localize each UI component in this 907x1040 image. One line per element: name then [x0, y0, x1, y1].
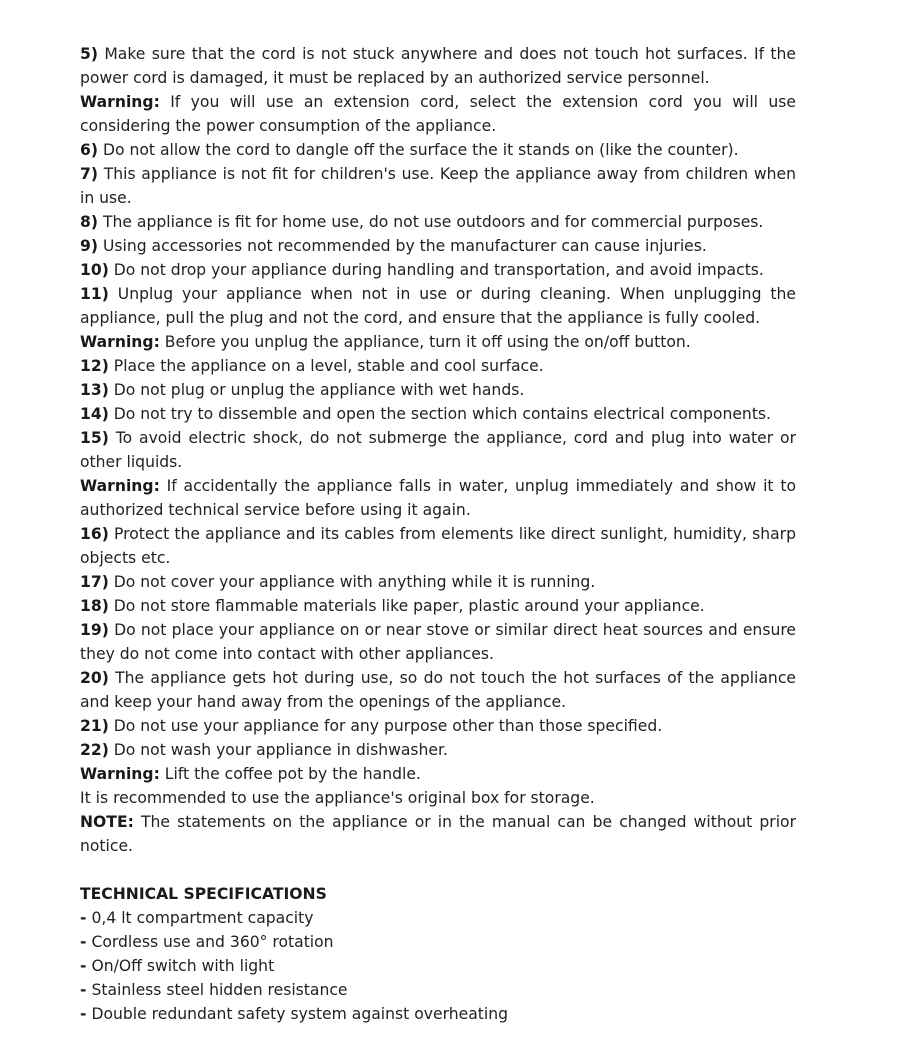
instruction-item	[80, 354, 796, 378]
specification-item	[80, 906, 796, 930]
specification-text: On/Off switch with light	[91, 957, 275, 975]
paragraph-text: Make sure that the cord is not stuck anywhere and does not touch hot surfaces. If the power cord is damaged, it must be replaced by an authorized service personnel.	[80, 45, 796, 87]
instruction-item	[80, 666, 796, 714]
paragraph-text: This appliance is not fit for children's use. Keep the appliance away from children when in use.	[80, 165, 796, 207]
instruction-item	[80, 42, 796, 90]
paragraph-text: Do not drop your appliance during handling and transportation, and avoid impacts.	[113, 261, 764, 279]
warning-paragraph	[80, 330, 796, 354]
warning-paragraph	[80, 762, 796, 786]
instruction-number: 7)	[80, 165, 98, 183]
instruction-item	[80, 738, 796, 762]
section-spacer	[80, 858, 796, 882]
paragraph-text: Place the appliance on a level, stable and cool surface.	[113, 357, 544, 375]
specification-text: 0,4 lt compartment capacity	[91, 909, 314, 927]
bullet-dash: -	[80, 957, 87, 975]
specification-text: Cordless use and 360° rotation	[91, 933, 334, 951]
safety-instructions	[80, 42, 796, 858]
paragraph-text: Do not plug or unplug the appliance with wet hands.	[113, 381, 525, 399]
instruction-item	[80, 138, 796, 162]
warning-label: Warning:	[80, 765, 160, 783]
paragraph-text: Before you unplug the appliance, turn it off using the on/off button.	[164, 333, 691, 351]
manual-page	[80, 42, 796, 1026]
instruction-number: 22)	[80, 741, 109, 759]
specifications-list	[80, 906, 796, 1026]
instruction-item	[80, 618, 796, 666]
paragraph-text: Do not try to dissemble and open the section which contains electrical components.	[113, 405, 772, 423]
paragraph-text: To avoid electric shock, do not submerge the appliance, cord and plug into water or other liquids.	[80, 429, 796, 471]
paragraph-text: Lift the coffee pot by the handle.	[164, 765, 421, 783]
plain-paragraph	[80, 786, 796, 810]
paragraph-text: If you will use an extension cord, select the extension cord you will use considering the power consumption of the appliance.	[80, 93, 796, 135]
instruction-item	[80, 402, 796, 426]
instruction-number: 6)	[80, 141, 98, 159]
paragraph-text: Protect the appliance and its cables from elements like direct sunlight, humidity, sharp objects etc.	[80, 525, 796, 567]
instruction-item	[80, 258, 796, 282]
warning-label: Warning:	[80, 477, 160, 495]
warning-paragraph	[80, 474, 796, 522]
paragraph-text: Do not place your appliance on or near stove or similar direct heat sources and ensure they do not come into contact with other appliances.	[80, 621, 796, 663]
instruction-item	[80, 378, 796, 402]
paragraph-text: Do not store flammable materials like paper, plastic around your appliance.	[113, 597, 705, 615]
instruction-number: 16)	[80, 525, 109, 543]
specification-item	[80, 978, 796, 1002]
specification-text: Double redundant safety system against overheating	[91, 1005, 508, 1023]
specification-text: Stainless steel hidden resistance	[91, 981, 348, 999]
note-label: NOTE:	[80, 813, 134, 831]
instruction-item	[80, 570, 796, 594]
instruction-item	[80, 162, 796, 210]
instruction-number: 18)	[80, 597, 109, 615]
instruction-item	[80, 234, 796, 258]
instruction-number: 11)	[80, 285, 109, 303]
instruction-number: 21)	[80, 717, 109, 735]
instruction-number: 8)	[80, 213, 98, 231]
instruction-number: 15)	[80, 429, 109, 447]
instruction-item	[80, 426, 796, 474]
specification-item	[80, 930, 796, 954]
warning-label: Warning:	[80, 333, 160, 351]
paragraph-text: If accidentally the appliance falls in water, unplug immediately and show it to authorized technical service before using it again.	[80, 477, 796, 519]
instruction-item	[80, 714, 796, 738]
instruction-number: 5)	[80, 45, 98, 63]
instruction-number: 10)	[80, 261, 109, 279]
instruction-item	[80, 594, 796, 618]
warning-paragraph	[80, 90, 796, 138]
instruction-number: 12)	[80, 357, 109, 375]
paragraph-text: Do not allow the cord to dangle off the surface the it stands on (like the counter).	[102, 141, 739, 159]
instruction-item	[80, 210, 796, 234]
specifications-title: TECHNICAL SPECIFICATIONS	[80, 885, 327, 903]
bullet-dash: -	[80, 1005, 87, 1023]
specification-item	[80, 954, 796, 978]
instruction-item	[80, 522, 796, 570]
paragraph-text: Do not cover your appliance with anything while it is running.	[113, 573, 596, 591]
paragraph-text: Do not use your appliance for any purpose other than those specified.	[113, 717, 663, 735]
bullet-dash: -	[80, 981, 87, 999]
instruction-number: 19)	[80, 621, 109, 639]
paragraph-text: Do not wash your appliance in dishwasher.	[113, 741, 448, 759]
instruction-number: 17)	[80, 573, 109, 591]
bullet-dash: -	[80, 933, 87, 951]
paragraph-text: Unplug your appliance when not in use or during cleaning. When unplugging the appliance, pull the plug and not the cord, and ensure that the appliance is fully cooled.	[80, 285, 796, 327]
instruction-number: 20)	[80, 669, 109, 687]
paragraph-text: Using accessories not recommended by the manufacturer can cause injuries.	[102, 237, 707, 255]
instruction-number: 9)	[80, 237, 98, 255]
paragraph-text: The appliance is fit for home use, do not use outdoors and for commercial purposes.	[102, 213, 764, 231]
specification-item	[80, 1002, 796, 1026]
note-paragraph	[80, 810, 796, 858]
technical-specifications	[80, 882, 796, 1026]
instruction-number: 14)	[80, 405, 109, 423]
paragraph-text: It is recommended to use the appliance's original box for storage.	[80, 789, 595, 807]
paragraph-text: The statements on the appliance or in the manual can be changed without prior notice.	[80, 813, 796, 855]
instruction-item	[80, 282, 796, 330]
bullet-dash: -	[80, 909, 87, 927]
paragraph-text: The appliance gets hot during use, so do not touch the hot surfaces of the appliance and keep your hand away from the openings of the appliance.	[80, 669, 796, 711]
warning-label: Warning:	[80, 93, 160, 111]
instruction-number: 13)	[80, 381, 109, 399]
